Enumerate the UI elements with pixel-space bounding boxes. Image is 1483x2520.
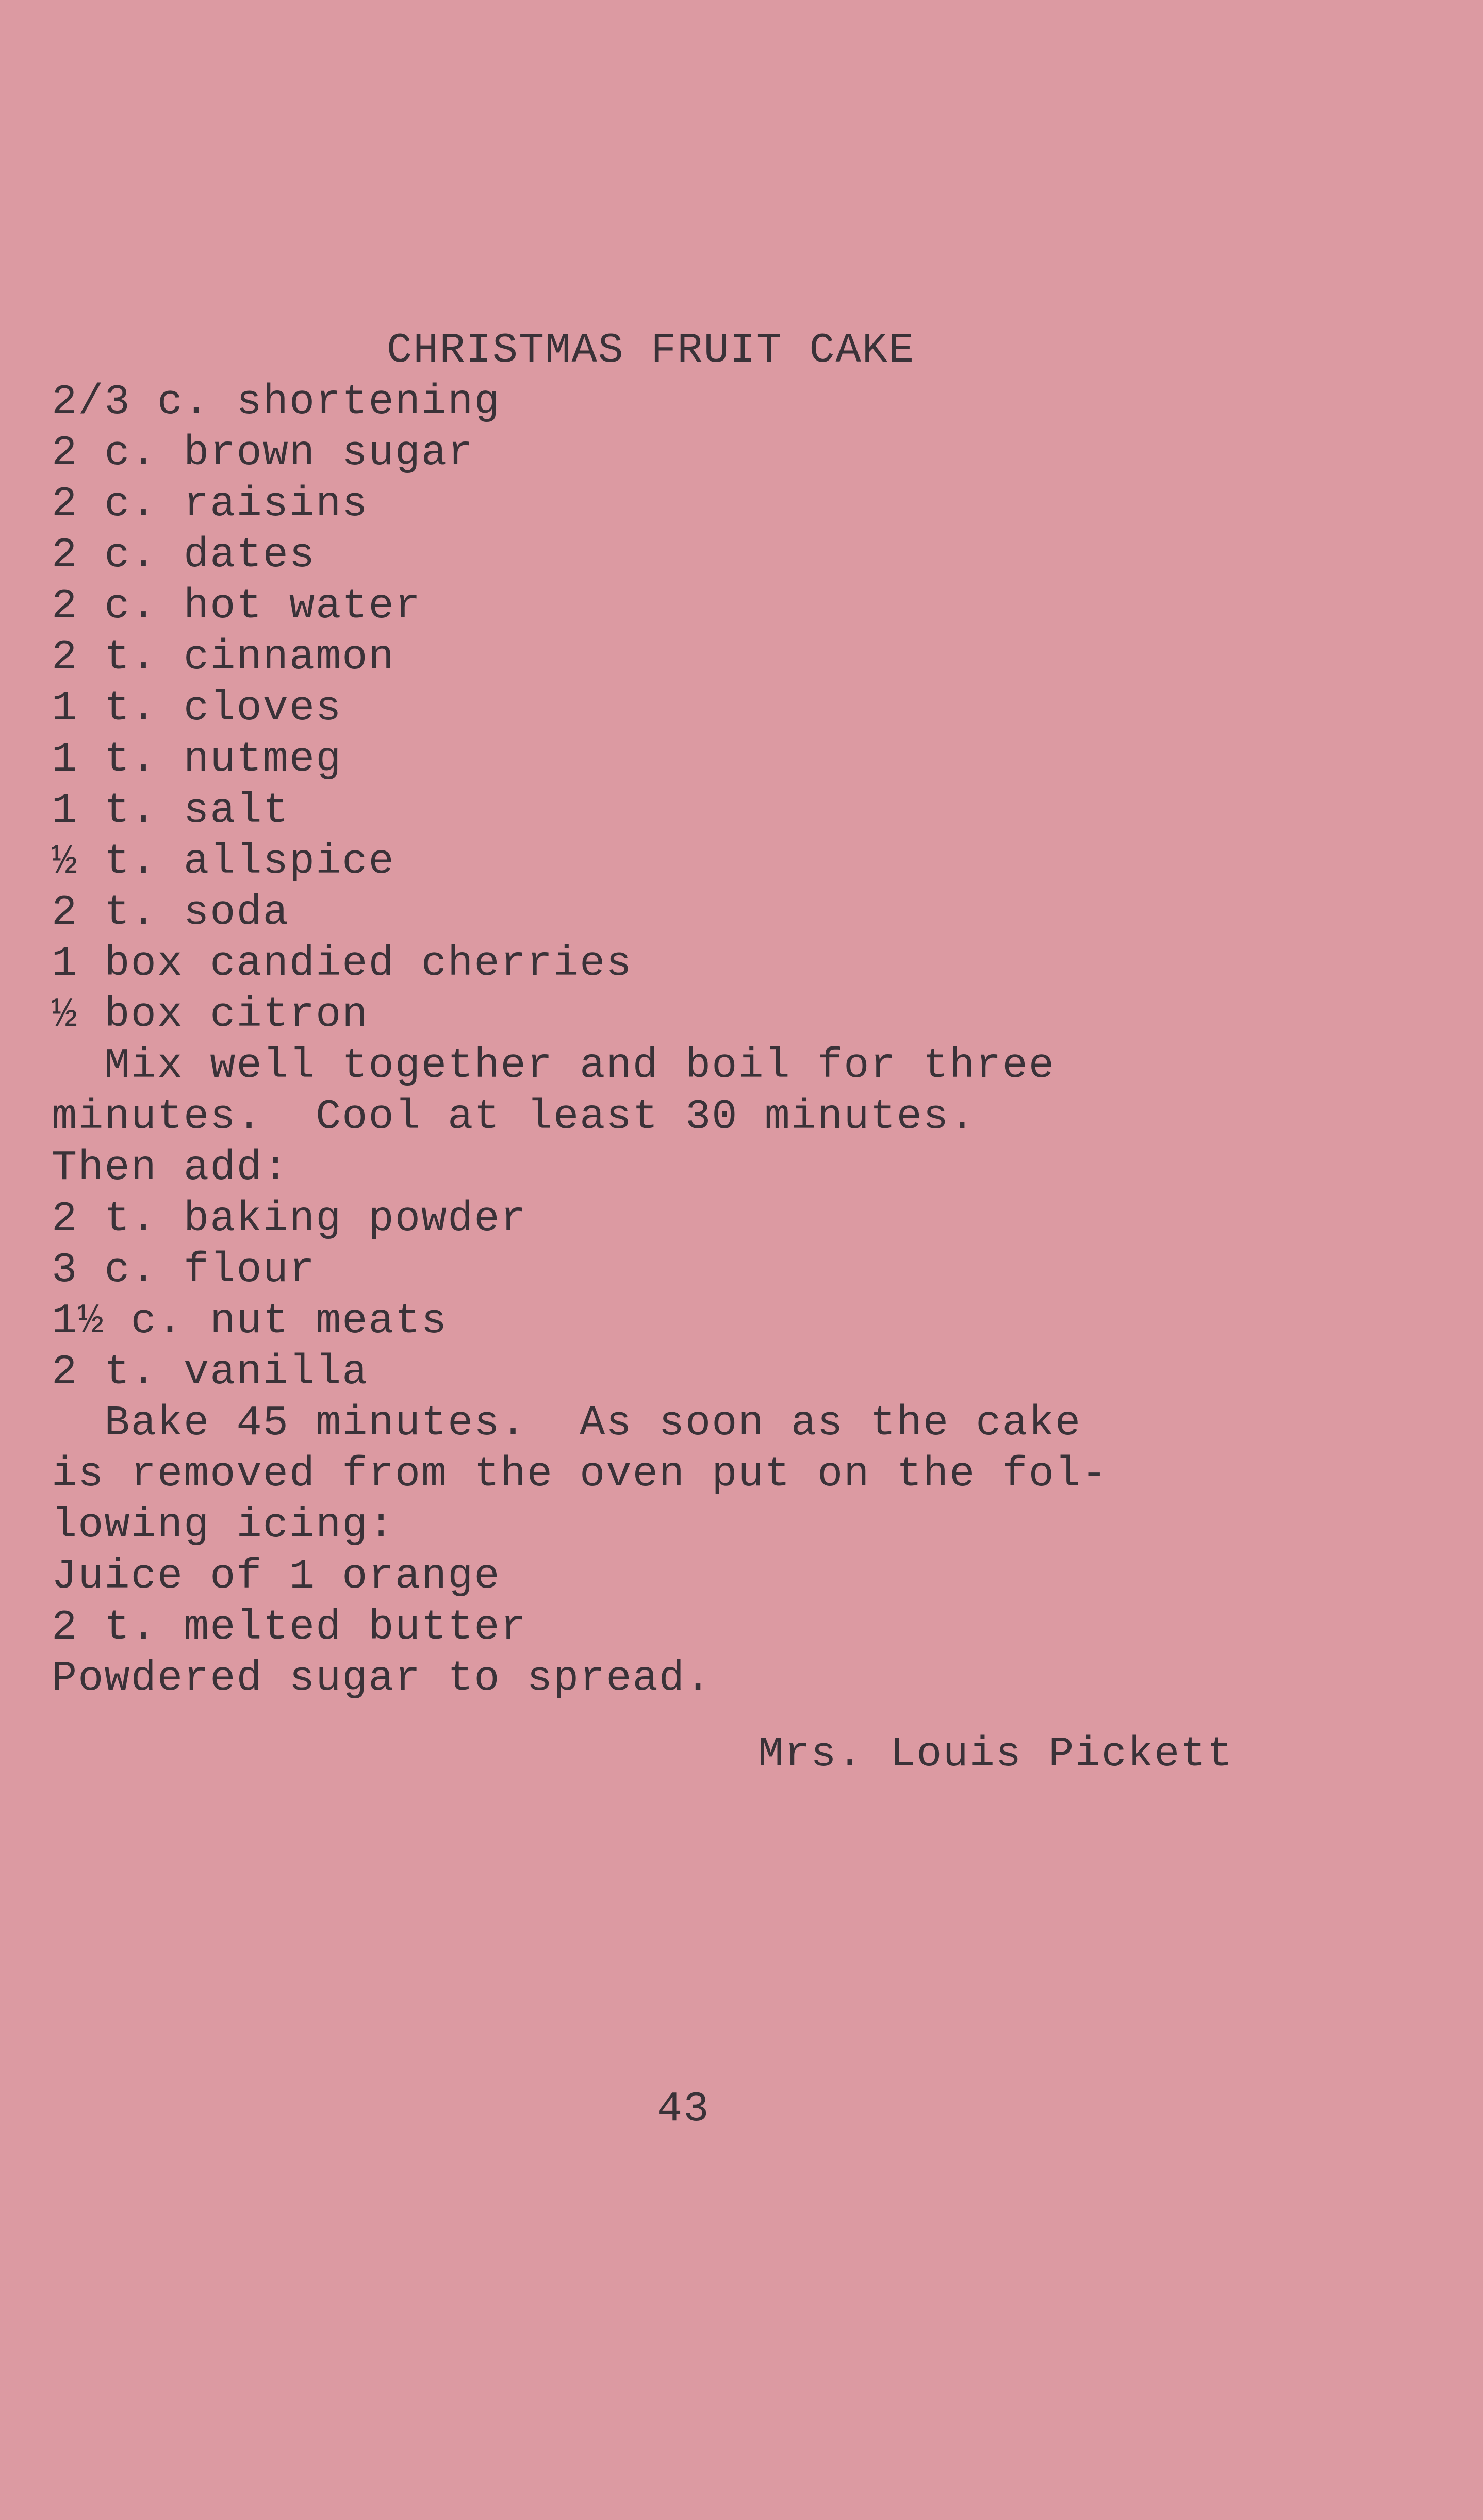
ingredient-line: 2/3 c. shortening: [52, 378, 501, 426]
ingredient-line: 2 c. brown sugar: [52, 429, 474, 477]
additional-ingredient-list: [52, 1193, 1341, 1398]
icing-list: [52, 1551, 1341, 1704]
ingredient-line: 1 t. salt: [52, 787, 289, 834]
ingredient-line: 2 c. dates: [52, 531, 316, 579]
baking-instruction-block: [52, 1398, 1341, 1551]
instruction-block: [52, 1040, 1341, 1193]
recipe-signature: Mrs. Louis Pickett: [758, 1730, 1233, 1778]
ingredient-list: [52, 377, 1341, 1040]
icing-line: Juice of 1 orange: [52, 1552, 501, 1600]
recipe-body: [52, 377, 1341, 1704]
ingredient-line: 1 box candied cherries: [52, 940, 633, 988]
ingredient-line: 1 t. nutmeg: [52, 735, 342, 783]
instruction-line: Then add:: [52, 1144, 289, 1192]
ingredient-line: 3 c. flour: [52, 1246, 316, 1294]
icing-line: 2 t. melted butter: [52, 1603, 527, 1651]
ingredient-line: 1½ c. nut meats: [52, 1297, 448, 1345]
ingredient-line: 2 t. cinnamon: [52, 633, 395, 681]
ingredient-line: 2 c. hot water: [52, 582, 421, 630]
ingredient-line: 2 t. soda: [52, 889, 289, 937]
page-number: 43: [657, 2085, 710, 2133]
ingredient-line: ½ t. allspice: [52, 838, 395, 886]
instruction-line: lowing icing:: [52, 1501, 395, 1549]
ingredient-line: ½ box citron: [52, 991, 369, 1039]
ingredient-line: 2 t. baking powder: [52, 1195, 527, 1243]
ingredient-line: 1 t. cloves: [52, 684, 342, 732]
instruction-line: Mix well together and boil for three: [52, 1042, 1055, 1090]
ingredient-line: 2 t. vanilla: [52, 1348, 369, 1396]
recipe-title: CHRISTMAS FRUIT CAKE: [387, 326, 915, 374]
ingredient-line: 2 c. raisins: [52, 480, 369, 528]
instruction-line: Bake 45 minutes. As soon as the cake: [52, 1399, 1082, 1447]
instruction-line: minutes. Cool at least 30 minutes.: [52, 1093, 976, 1141]
icing-line: Powdered sugar to spread.: [52, 1655, 712, 1703]
instruction-line: is removed from the oven put on the fol-: [52, 1450, 1108, 1498]
